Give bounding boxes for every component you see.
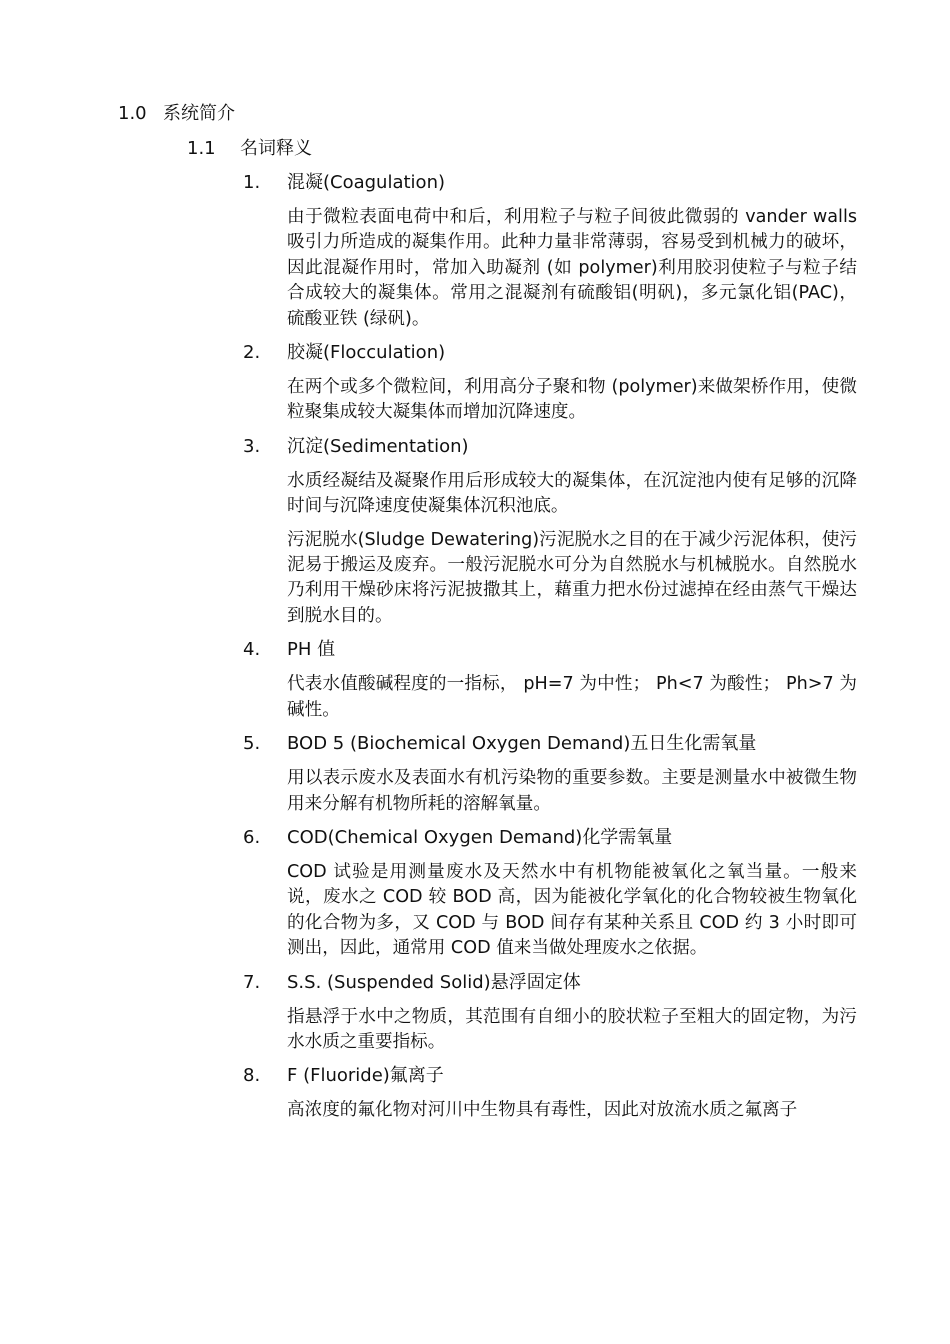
subsection-heading: [187, 136, 312, 162]
definition-paragraph: 在两个或多个微粒间，利用高分子聚和物 (polymer)来做架桥作用，使微粒聚集成较大凝集体而增加沉降速度。: [287, 377, 857, 423]
definition-item: [243, 970, 863, 1056]
definition-item: [243, 825, 863, 962]
definition-term: [243, 340, 863, 366]
definition-item: [243, 434, 863, 629]
definition-term: [243, 170, 863, 196]
definition-paragraph: COD 试验是用测量废水及天然水中有机物能被氧化之氧当量。一般来说，废水之 COD 较 BOD 高，因为能被化学氧化的化合物较被生物氧化的化合物为多，又 COD 与 BOD 间存有某种关系且 COD 约 3 小时即可测出，因此，通常用 COD 值来当做处理废水之依据。: [287, 861, 857, 959]
item-number: 4.: [243, 639, 261, 661]
definition-term: [243, 731, 863, 757]
section-title: 系统简介: [163, 103, 235, 124]
definition-term: [243, 1063, 863, 1089]
subsection-title: 名词释义: [240, 138, 312, 159]
definition-item: [243, 170, 863, 332]
item-number: 8.: [243, 1065, 261, 1087]
term-text: F (Fluoride)氟离子: [287, 1065, 444, 1087]
subsection-number: 1.1: [187, 138, 216, 159]
term-text: 胶凝(Flocculation): [287, 342, 446, 364]
definition-term: [243, 637, 863, 663]
term-text: 沉淀(Sedimentation): [287, 435, 469, 457]
definition-paragraph: 用以表示废水及表面水有机污染物的重要参数。主要是测量水中被微生物用来分解有机物所耗的溶解氧量。: [287, 768, 857, 814]
definition-paragraph: 污泥脱水(Sludge Dewatering)污泥脱水之目的在于减少污泥体积，使污泥易于搬运及废弃。一般污泥脱水可分为自然脱水与机械脱水。自然脱水乃利用干燥砂床将污泥披撒其上，藉重力把水份过滤掉在经由蒸气干燥达到脱水目的。: [287, 529, 857, 626]
definition-item: [243, 340, 863, 426]
item-number: 2.: [243, 342, 261, 364]
term-text: S.S. (Suspended Solid)悬浮固定体: [287, 971, 581, 993]
definition-paragraph: 代表水值酸碱程度的一指标， pH=7 为中性； Ph<7 为酸性； Ph>7 为碱性。: [287, 674, 857, 720]
section-number: 1.0: [118, 103, 147, 124]
definition-item: [243, 637, 863, 723]
definition-list: [243, 170, 863, 1124]
item-number: 5.: [243, 733, 261, 755]
section-heading: [118, 101, 235, 127]
definition-term: [243, 434, 863, 460]
term-text: COD(Chemical Oxygen Demand)化学需氧量: [287, 826, 673, 848]
definition-paragraph: 水质经凝结及凝聚作用后形成较大的凝集体，在沉淀池内使有足够的沉降时间与沉降速度使凝集体沉积池底。: [287, 470, 857, 517]
definition-term: [243, 825, 863, 851]
item-number: 7.: [243, 971, 261, 993]
definition-paragraph: 高浓度的氟化物对河川中生物具有毒性，因此对放流水质之氟离子: [287, 1100, 798, 1121]
item-number: 6.: [243, 826, 261, 848]
term-text: BOD 5 (Biochemical Oxygen Demand)五日生化需氧量: [287, 733, 757, 755]
item-number: 3.: [243, 435, 261, 457]
definition-item: [243, 731, 863, 817]
definition-term: [243, 970, 863, 996]
definition-paragraph: 指悬浮于水中之物质，其范围有自细小的胶状粒子至粗大的固定物，为污水水质之重要指标。: [287, 1006, 857, 1052]
term-text: PH 值: [287, 639, 336, 661]
term-text: 混凝(Coagulation): [287, 172, 446, 193]
definition-paragraph: 由于微粒表面电荷中和后，利用粒子与粒子间彼此微弱的 vander walls 吸引力所造成的凝集作用。此种力量非常薄弱，容易受到机械力的破坏，因此混凝作用时，常加入助凝剂 (如 polymer)利用胶羽使粒子与粒子结合成较大的凝集体。常用之混凝剂有硫酸铝(明矾)，多元氯化铝(PAC)，硫酸亚铁 (绿矾)。: [287, 207, 857, 329]
definition-item: [243, 1063, 863, 1123]
item-number: 1.: [243, 172, 261, 193]
